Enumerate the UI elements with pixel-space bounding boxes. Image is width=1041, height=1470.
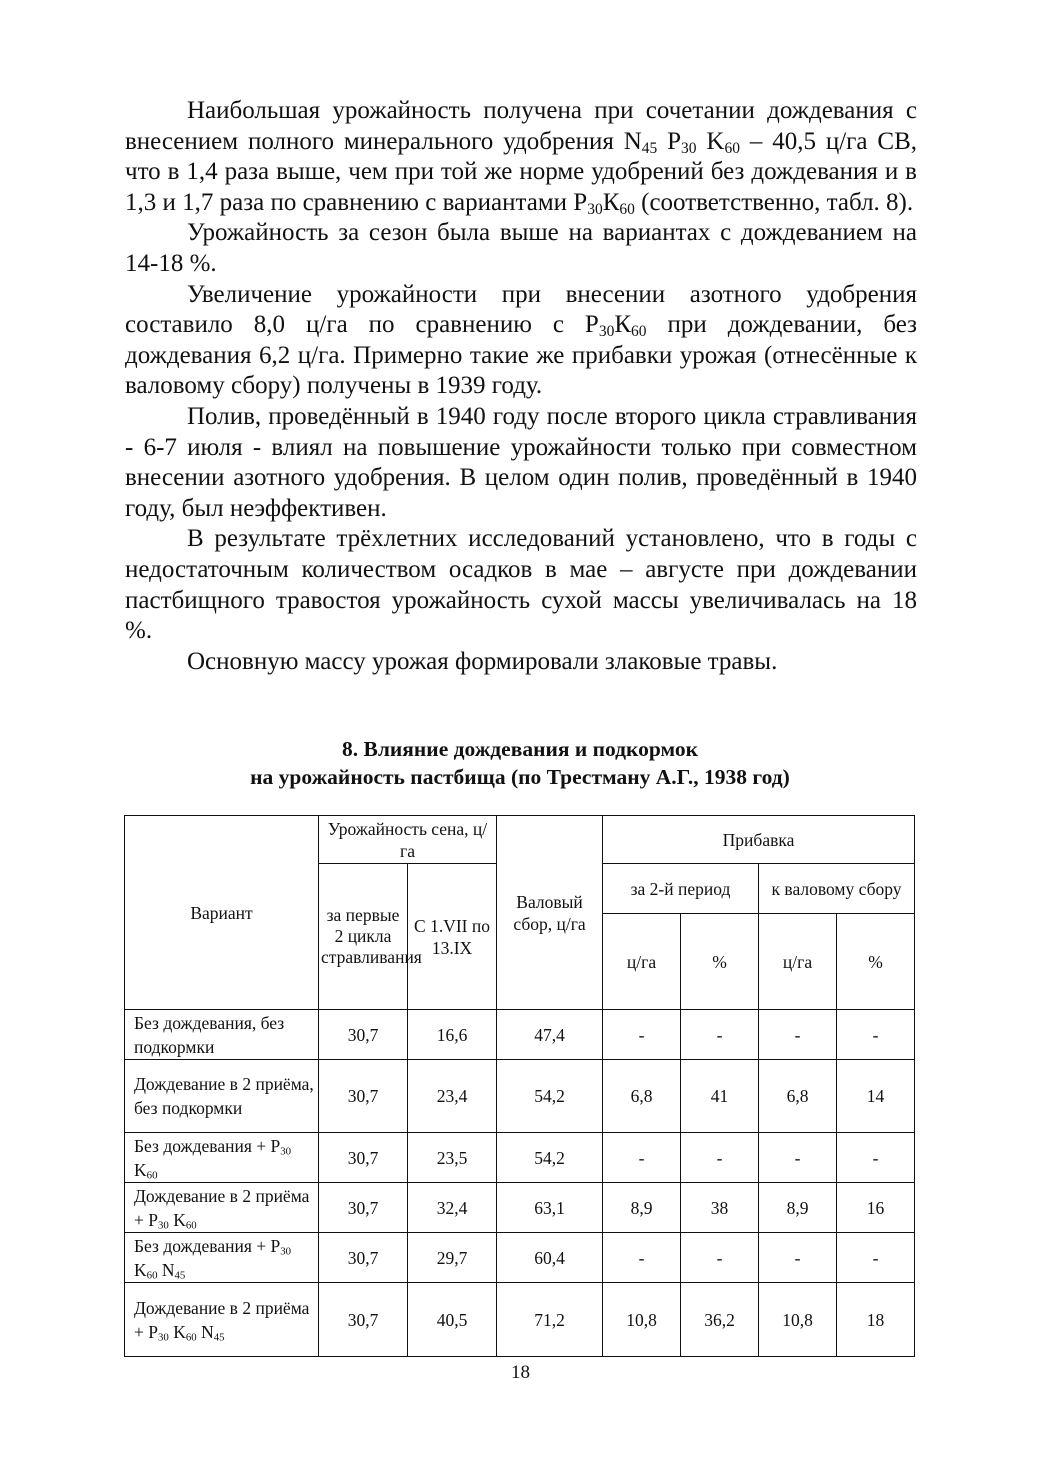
header-pct-2: % [837, 914, 915, 1010]
cell: - [603, 1233, 681, 1283]
table-row [125, 1283, 915, 1357]
row-variant: Дождевание в 2 приёма + $P_{30}$ $K_{60}$ [125, 1183, 319, 1233]
header-cga-1: ц/га [603, 914, 681, 1010]
cell: 60,4 [497, 1233, 603, 1283]
table-title-line-2: на урожайность пастбища (по Трестману А.Г., 1938 год) [250, 765, 790, 789]
page-number: 18 [511, 1362, 530, 1383]
cell: 30,7 [319, 1233, 408, 1283]
table-row [125, 1060, 915, 1133]
cell: 71,2 [497, 1283, 603, 1357]
cell: 8,9 [759, 1183, 837, 1233]
header-to-gross: к валовому сбору [759, 864, 915, 914]
row-variant: Без дождевания, без подкормки [125, 1010, 319, 1060]
row-variant: Дождевание в 2 приёма, без подкормки [125, 1060, 319, 1133]
cell: - [759, 1133, 837, 1183]
cell: 40,5 [408, 1283, 497, 1357]
cell: 6,8 [603, 1060, 681, 1133]
cell: 30,7 [319, 1060, 408, 1133]
table-row [125, 1233, 915, 1283]
paragraph-1: Наибольшая урожайность получена при сочетании дождевания с внесением полного минерального удобрения $N_{45}$ $P_{30}$ $K_{60} - 40,5$ ц/га СВ, что в 1,4 раза выше, чем при той же норме удобрений без дождевания и в 1,3 и 1,7 раза по сравнению с вариантами $Р_{30}К_{60}$ (соответственно, табл. 8). [125, 97, 918, 218]
header-gross: Валовый сбор, ц/га [497, 816, 603, 1010]
cell: 18 [837, 1283, 915, 1357]
table-title [125, 735, 915, 791]
header-pct-1: % [681, 914, 759, 1010]
body-text [125, 96, 917, 677]
cell: 54,2 [497, 1133, 603, 1183]
cell: 16 [837, 1183, 915, 1233]
cell: 30,7 [319, 1133, 408, 1183]
cell: - [603, 1010, 681, 1060]
header-cga-2: ц/га [759, 914, 837, 1010]
cell: - [837, 1233, 915, 1283]
paragraph-6: Основную массу урожая формировали злаковые травы. [187, 647, 778, 675]
cell: 8,9 [603, 1183, 681, 1233]
cell: 6,8 [759, 1060, 837, 1133]
cell: 30,7 [319, 1183, 408, 1233]
cell: 10,8 [603, 1283, 681, 1357]
header-second-period: за 2-й период [603, 864, 759, 914]
cell: 63,1 [497, 1183, 603, 1233]
cell: - [759, 1010, 837, 1060]
yield-table [124, 815, 915, 1357]
row-variant: Без дождевания + $P_{30}$ $K_{60}$ $N_{45}$ [125, 1233, 319, 1283]
cell: 47,4 [497, 1010, 603, 1060]
cell: - [681, 1133, 759, 1183]
paragraph-3: Увеличение урожайности при внесении азотного удобрения составило 8,0 ц/га по сравнению с $Р_{30}К_{60}$ при дождевании, без дождевания 6,2 ц/га. Примерно такие же прибавки урожая (отнесённые к валовому сбору) получены в 1939 году. [125, 280, 917, 400]
cell: 54,2 [497, 1060, 603, 1133]
cell: - [759, 1233, 837, 1283]
cell: 10,8 [759, 1283, 837, 1357]
paragraph-4: Полив, проведённый в 1940 году после второго цикла стравливания - 6-7 июля - влиял на повышение урожайности только при совместном внесении азотного удобрения. В целом один полив, проведённый в 1940 году, был неэффективен. [125, 402, 917, 522]
table-row [125, 1183, 915, 1233]
cell: 29,7 [408, 1233, 497, 1283]
cell: 32,4 [408, 1183, 497, 1233]
cell: 41 [681, 1060, 759, 1133]
cell: - [681, 1233, 759, 1283]
table-row [125, 1010, 915, 1060]
row-variant: Без дождевания + $P_{30}$ $K_{60}$ [125, 1133, 319, 1183]
cell: 38 [681, 1183, 759, 1233]
row-variant: Дождевание в 2 приёма + $P_{30}$ $K_{60}$ $N_{45}$ [125, 1283, 319, 1357]
cell: 23,4 [408, 1060, 497, 1133]
header-first-two-cycles: за первые 2 цикла стравливания [319, 864, 408, 1010]
cell: - [837, 1010, 915, 1060]
cell: - [681, 1010, 759, 1060]
header-yield-hay: Урожайность сена, ц/га [319, 816, 497, 864]
cell: 14 [837, 1060, 915, 1133]
cell: 16,6 [408, 1010, 497, 1060]
header-increase: Прибавка [603, 816, 915, 864]
table-row [125, 1133, 915, 1183]
cell: 36,2 [681, 1283, 759, 1357]
cell: - [837, 1133, 915, 1183]
paragraph-2: Урожайность за сезон была выше на вариантах с дождеванием на 14-18 %. [125, 219, 917, 277]
cell: 30,7 [319, 1283, 408, 1357]
table-title-line-1: 8. Влияние дождевания и подкормок [342, 737, 698, 761]
cell: 30,7 [319, 1010, 408, 1060]
cell: - [603, 1133, 681, 1183]
header-variant: Вариант [125, 816, 319, 1010]
cell: 23,5 [408, 1133, 497, 1183]
paragraph-5: В результате трёхлетних исследований установлено, что в годы с недостаточным количеством осадков в мае – августе при дождевании пастбищного травостоя урожайность сухой массы увеличивалась на 18 %. [125, 525, 917, 645]
header-period: С 1.VII по 13.IX [408, 864, 497, 1010]
